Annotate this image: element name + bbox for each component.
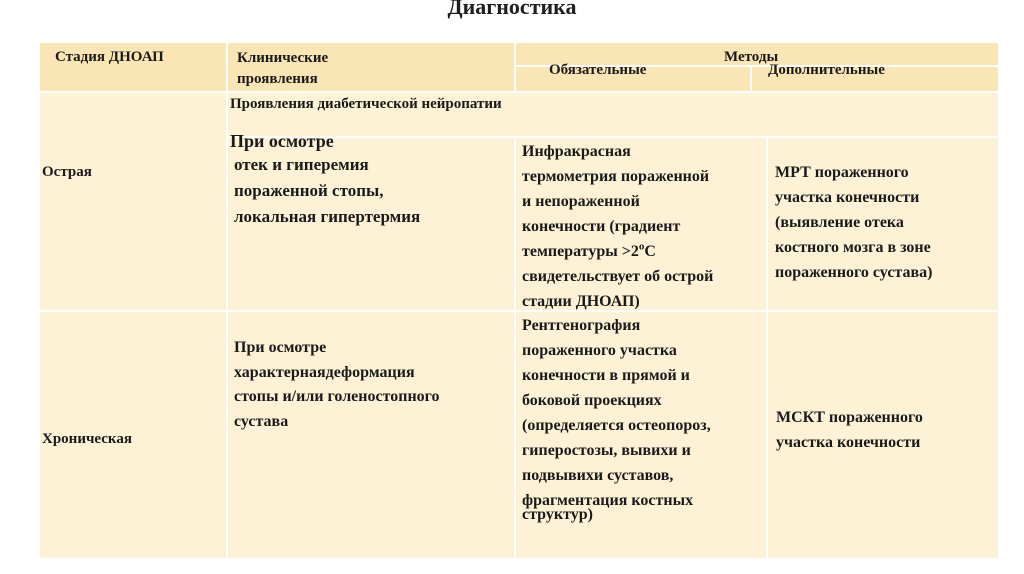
acute-additional-text: МРТ пораженного участка конечности (выявление отека костного мозга в зоне пораженного сустава) [775, 164, 933, 281]
header-methods-label: Методы [724, 49, 779, 65]
chronic-clinical-text: При осмотре характернаядеформация стопы и/или голеностопного сустава [234, 339, 440, 430]
acute-mandatory-tail: С свидетельствует об острой стадии ДНОАП) [522, 243, 714, 310]
acute-clinical-text: отек и гиперемия пораженной стопы, локальная гипертермия [234, 155, 421, 226]
header-mandatory-label: Обязательные [549, 62, 647, 78]
chronic-mandatory-text: Рентгенография пораженного участка конечности в прямой и боковой проекциях (определяется остеопороз, гиперостозы, вывихи и подвывихи суставов, фрагментация костных [522, 317, 711, 509]
chronic-additional-text: МСКТ пораженного участка конечности [776, 409, 923, 451]
degree-superscript: о [638, 240, 645, 253]
header-stage-label: Стадия ДНОАП [55, 49, 164, 65]
acute-exam-heading: При осмотре [230, 131, 334, 151]
acute-mandatory-text [522, 139, 713, 314]
chronic-stage-label: Хроническая [42, 431, 132, 447]
acute-stage-label: Острая [42, 164, 92, 180]
chronic-mandatory-last-line: структур) [522, 506, 593, 523]
header-additional-label: Дополнительные [768, 62, 885, 78]
acute-neuropathy-banner: Проявления диабетической нейропатии [230, 96, 502, 112]
page-title: Диагностика [447, 0, 577, 19]
acute-mandatory-main: Инфракрасная термометрия пораженной и непораженной конечности (градиент температуры >2 [522, 143, 710, 260]
header-clinical-label: Клинические проявления [237, 50, 329, 87]
acute-stage-cell [40, 93, 226, 310]
